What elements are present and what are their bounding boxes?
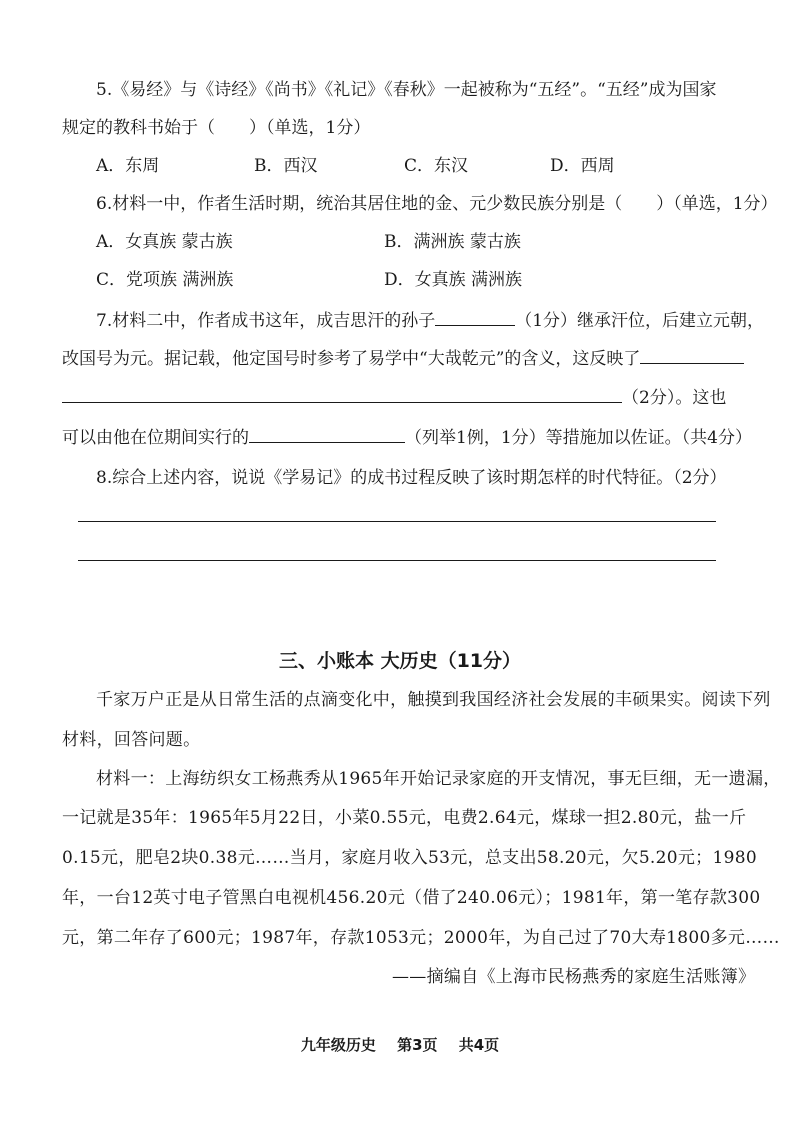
q7-line2-text: 改国号为元。据记载，他定国号时参考了易学中“大哉乾元”的含义，这反映了 bbox=[62, 349, 641, 369]
q7-blank-reflect-cont[interactable] bbox=[62, 386, 622, 403]
q5-stem-line1: 5.《易经》与《诗经》《尚书》《礼记》《春秋》一起被称为“五经”。“五经”成为国家 bbox=[96, 80, 717, 100]
q7-line4-text-a: 可以由他在位期间实行的 bbox=[62, 428, 249, 448]
q7-blank-reflect-start[interactable] bbox=[640, 347, 744, 364]
q6-option-a: A．女真族 蒙古族 bbox=[96, 232, 233, 252]
q7-line1 bbox=[96, 309, 800, 333]
q8-stem: 8.综合上述内容，说说《学易记》的成书过程反映了该时期怎样的时代特征。（2分） bbox=[96, 468, 727, 488]
q5-option-d: D．西周 bbox=[550, 156, 615, 176]
section3-title: 三、小账本 大历史（11分） bbox=[278, 650, 522, 672]
section3-intro-line2: 材料，回答问题。 bbox=[62, 730, 201, 750]
footer-page-number: 第3页 bbox=[397, 1036, 438, 1054]
material1-source: ——摘编自《上海市民杨燕秀的家庭生活账簿》 bbox=[392, 967, 756, 987]
footer-total-pages: 共4页 bbox=[458, 1036, 500, 1054]
q5-option-b: B．西汉 bbox=[254, 156, 318, 176]
q8-answer-line-1[interactable] bbox=[78, 521, 716, 522]
q5-option-c: C．东汉 bbox=[404, 156, 469, 176]
q7-line3 bbox=[62, 386, 800, 410]
q7-line1-text-b: （1分）继承汗位，后建立元朝， bbox=[515, 311, 765, 331]
q6-stem: 6.材料一中，作者生活时期，统治其居住地的金、元少数民族分别是（ ）（单选，1分） bbox=[96, 194, 778, 214]
q7-blank-measure[interactable] bbox=[249, 426, 405, 443]
material1-line2: 一记就是35年：1965年5月22日，小菜0.55元，电费2.64元，煤球一担2.80元，盐一斤 bbox=[62, 808, 747, 828]
material1-line4: 年，一台12英寸电子管黑白电视机456.20元（借了240.06元）；1981年，第一笔存款300 bbox=[62, 888, 761, 908]
q7-line4-text-b: （列举1例，1分）等措施加以佐证。（共4分） bbox=[405, 428, 752, 448]
material1-line5: 元，第二年存了600元；1987年，存款1053元；2000年，为自己过了70大寿1800多元…… bbox=[62, 928, 780, 948]
q6-option-b: B．满洲族 蒙古族 bbox=[384, 232, 521, 252]
q7-line4 bbox=[62, 426, 800, 450]
q8-answer-line-2[interactable] bbox=[78, 560, 716, 561]
q6-option-d: D．女真族 满洲族 bbox=[384, 270, 523, 290]
material1-line3: 0.15元，肥皂2块0.38元……当月，家庭月收入53元，总支出58.20元，欠5.20元；1980 bbox=[62, 848, 757, 868]
material1-line1: 材料一：上海纺织女工杨燕秀从1965年开始记录家庭的开支情况，事无巨细，无一遗漏， bbox=[96, 769, 781, 789]
footer-course: 九年级历史 bbox=[300, 1036, 376, 1054]
q7-line3-text: （2分）。这也 bbox=[622, 388, 727, 408]
section3-intro-line1: 千家万户正是从日常生活的点滴变化中，触摸到我国经济社会发展的丰硕果实。阅读下列 bbox=[96, 690, 771, 710]
q5-option-a: A．东周 bbox=[96, 156, 160, 176]
q6-option-c: C．党项族 满洲族 bbox=[96, 270, 234, 290]
q7-line2 bbox=[62, 347, 800, 371]
q7-blank-grandson[interactable] bbox=[435, 309, 515, 326]
q7-line1-text-a: 7.材料二中，作者成书这年，成吉思汗的孙子 bbox=[96, 311, 436, 331]
page-footer bbox=[0, 1034, 800, 1055]
q5-stem-line2: 规定的教科书始于（ ）（单选，1分） bbox=[62, 118, 371, 138]
